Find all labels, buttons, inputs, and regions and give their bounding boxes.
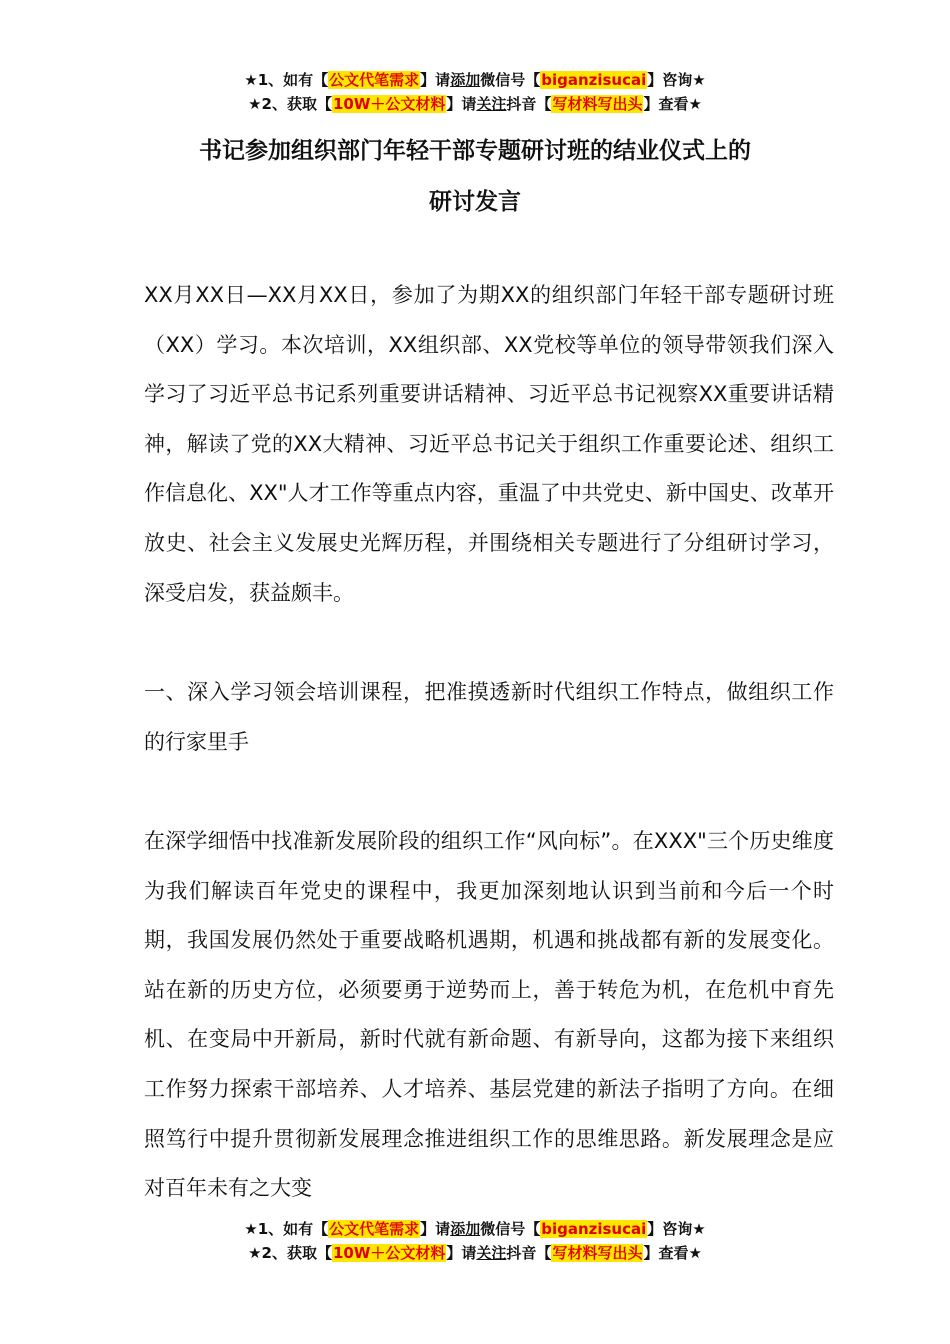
promo-douyin-id: 写材料写出头 (552, 95, 643, 113)
section-heading-1: 一、深入学习领会培训课程，把准摸透新时代组织工作特点，做组织工作的行家里手 (144, 680, 834, 754)
promo-text: 抖音【 (506, 95, 552, 113)
promo-text: ★2、获取【 (248, 95, 332, 113)
promo-underlined-text: 添加 (450, 71, 481, 89)
promo-text: 抖音【 (506, 1244, 552, 1262)
promo-text: 微信号【 (480, 1220, 541, 1238)
title-line-2: 研讨发言 (429, 189, 521, 215)
paragraph-intro: XX月XX日—XX月XX日，参加了为期XX的组织部门年轻干部专题研讨班（XX）学习。本次培训，XX组织部、XX党校等单位的领导带领我们深入学习了习近平总书记系列重要讲话精神、习近平总书记视察XX重要讲话精神，解读了党的XX大精神、习近平总书记关于组织工作重要论述、组织工作信息化、XX"人才工作等重点内容，重温了中共党史、新中国史、改革开放史、社会主义发展史光辉历程，并围绕相关专题进行了分组研讨学习，深受启发，获益颇丰。 (144, 283, 834, 605)
promo-douyin-id: 写材料写出头 (552, 1244, 643, 1262)
promo-highlight: 10W＋公文材料 (332, 1244, 446, 1262)
promo-line-1 (0, 69, 950, 93)
promo-underlined-text: 关注 (476, 1244, 507, 1262)
promo-text: ★1、如有【 (244, 1220, 329, 1238)
promo-wechat-id: biganzisucai (541, 71, 647, 89)
promo-line-1 (0, 1218, 950, 1242)
promo-text: 】请 (446, 95, 477, 113)
promo-highlight: 公文代笔需求 (329, 1220, 420, 1238)
promo-line-2 (0, 93, 950, 117)
title-line-1: 书记参加组织部门年轻干部专题研讨班的结业仪式上的 (199, 138, 751, 164)
promo-text: 】请 (446, 1244, 477, 1262)
document-title (0, 126, 950, 228)
promo-text: 】咨询★ (647, 1220, 706, 1238)
promo-text: ★1、如有【 (244, 71, 329, 89)
promo-text: 】咨询★ (647, 71, 706, 89)
promo-underlined-text: 添加 (450, 1220, 481, 1238)
promo-wechat-id: biganzisucai (541, 1220, 647, 1238)
promo-text: 】查看★ (643, 95, 702, 113)
promo-text: 】查看★ (643, 1244, 702, 1262)
promo-text: 微信号【 (480, 71, 541, 89)
promo-highlight: 10W＋公文材料 (332, 95, 446, 113)
promo-text: ★2、获取【 (248, 1244, 332, 1262)
promo-underlined-text: 关注 (476, 95, 507, 113)
promo-highlight: 公文代笔需求 (329, 71, 420, 89)
header-promo (0, 69, 950, 117)
paragraph-section-1: 在深学细悟中找准新发展阶段的组织工作“风向标”。在XXX"三个历史维度为我们解读百年党史的课程中，我更加深刻地认识到当前和今后一个时期，我国发展仍然处于重要战略机遇期，机遇和挑战都有新的发展变化。站在新的历史方位，必须要勇于逆势而上，善于转危为机，在危机中育先机、在变局中开新局，新时代就有新命题、有新导向，这都为接下来组织工作努力探索干部培养、人才培养、基层党建的新法子指明了方向。在细照笃行中提升贯彻新发展理念推进组织工作的思维思路。新发展理念是应对百年未有之大变 (144, 829, 834, 1201)
promo-text: 】请 (420, 71, 451, 89)
promo-text: 】请 (420, 1220, 451, 1238)
promo-line-2 (0, 1242, 950, 1266)
footer-promo (0, 1218, 950, 1266)
